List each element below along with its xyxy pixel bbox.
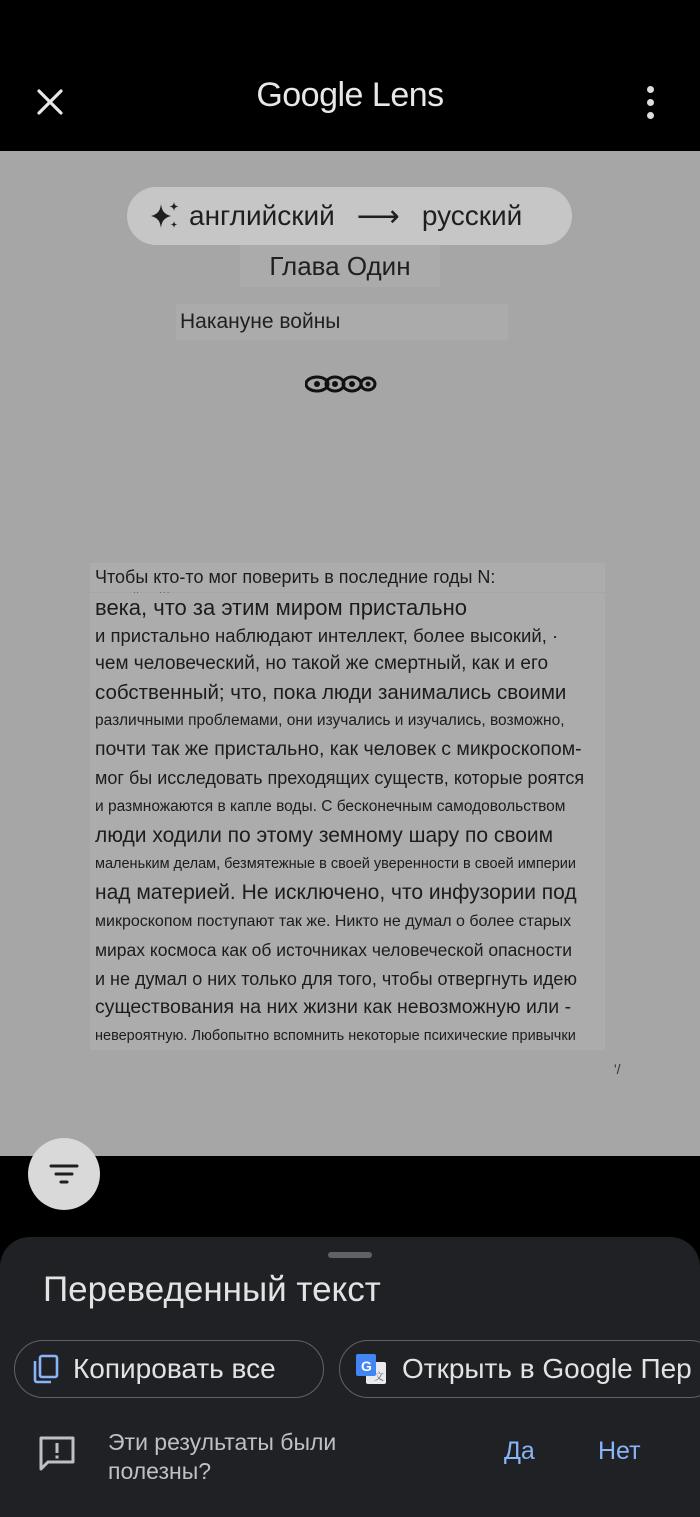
app-title bbox=[0, 76, 700, 115]
svg-text:文: 文 bbox=[374, 1372, 384, 1383]
copy-all-button[interactable] bbox=[14, 1340, 324, 1398]
open-in-translate-label: Открыть в Google Пер bbox=[402, 1353, 692, 1384]
sheet-title: Переведенный текст bbox=[43, 1270, 381, 1309]
target-language: русский bbox=[421, 200, 523, 231]
text-line: существования на них жизни как невозможную или - bbox=[90, 993, 605, 1022]
feedback-no-button[interactable]: Нет bbox=[598, 1437, 641, 1465]
text-line: люди ходили по этому земному шару по своим bbox=[90, 821, 605, 850]
text-line: микроскопом поступают так же. Никто не думал о более старых bbox=[90, 908, 605, 936]
text-line: невероятную. Любопытно вспомнить некоторые психические привычки bbox=[90, 1022, 605, 1050]
brand-google: Google bbox=[256, 76, 363, 114]
google-translate-icon bbox=[354, 1352, 388, 1386]
feedback-yes-button[interactable]: Да bbox=[504, 1437, 535, 1465]
text-line: почти так же пристально, как человек с микроскопом- bbox=[90, 735, 605, 764]
text-line: чем человеческий, но такой же смертный, как и его bbox=[90, 650, 605, 678]
top-bar bbox=[0, 0, 700, 151]
text-line: над материей. Не исключено, что инфузории под bbox=[90, 878, 605, 908]
copy-icon bbox=[31, 1354, 59, 1384]
filter-button[interactable] bbox=[28, 1138, 100, 1210]
text-line: Чтобы кто-то мог поверить в последние годы N: bbox=[90, 563, 605, 592]
sparkle-icon bbox=[149, 200, 181, 232]
copy-all-label: Копировать все bbox=[73, 1353, 276, 1384]
ornament-icon bbox=[305, 373, 377, 395]
translated-paragraph bbox=[90, 563, 605, 1050]
camera-photo bbox=[0, 151, 700, 1156]
more-options-button[interactable] bbox=[630, 80, 670, 124]
open-in-google-translate-button[interactable] bbox=[339, 1340, 700, 1398]
feedback-icon bbox=[38, 1435, 76, 1471]
text-line: и не думал о них только для того, чтобы отвергнуть идею bbox=[90, 965, 605, 993]
translated-text-sheet bbox=[0, 1237, 700, 1517]
text-line: и размножаются в капле воды. С бесконечным самодовольством bbox=[90, 792, 605, 821]
language-selector[interactable] bbox=[127, 187, 572, 245]
chapter-subtitle: Накануне войны bbox=[176, 304, 508, 340]
text-line: и пристально наблюдают интеллект, более высокий, · bbox=[90, 622, 605, 650]
more-vert-icon bbox=[647, 86, 654, 93]
source-language: английский bbox=[189, 200, 335, 231]
text-line: мирах космоса как об источниках человеческой опасности bbox=[90, 936, 605, 965]
text-line: собственный; что, пока люди занимались своими bbox=[90, 678, 605, 707]
stray-mark: '/ bbox=[614, 1061, 621, 1077]
chapter-heading: Глава Один bbox=[240, 245, 440, 287]
arrow-right-icon: ⟶ bbox=[356, 199, 400, 233]
sheet-drag-handle[interactable] bbox=[328, 1252, 372, 1258]
text-line: маленьким делам, безмятежные в своей уверенности в своей империи bbox=[90, 850, 605, 878]
text-line: различными проблемами, они изучались и изучались, возможно, bbox=[90, 707, 605, 735]
text-line: века, что за этим миром пристально bbox=[90, 593, 605, 622]
feedback-line-2: полезны? bbox=[108, 1458, 212, 1484]
text-line: мог бы исследовать преходящих существ, которые роятся bbox=[90, 764, 605, 792]
filter-icon bbox=[49, 1163, 79, 1185]
brand-lens: Lens bbox=[371, 76, 444, 114]
svg-text:G: G bbox=[361, 1358, 372, 1374]
feedback-line-1: Эти результаты были bbox=[108, 1429, 337, 1455]
feedback-question bbox=[108, 1428, 336, 1486]
